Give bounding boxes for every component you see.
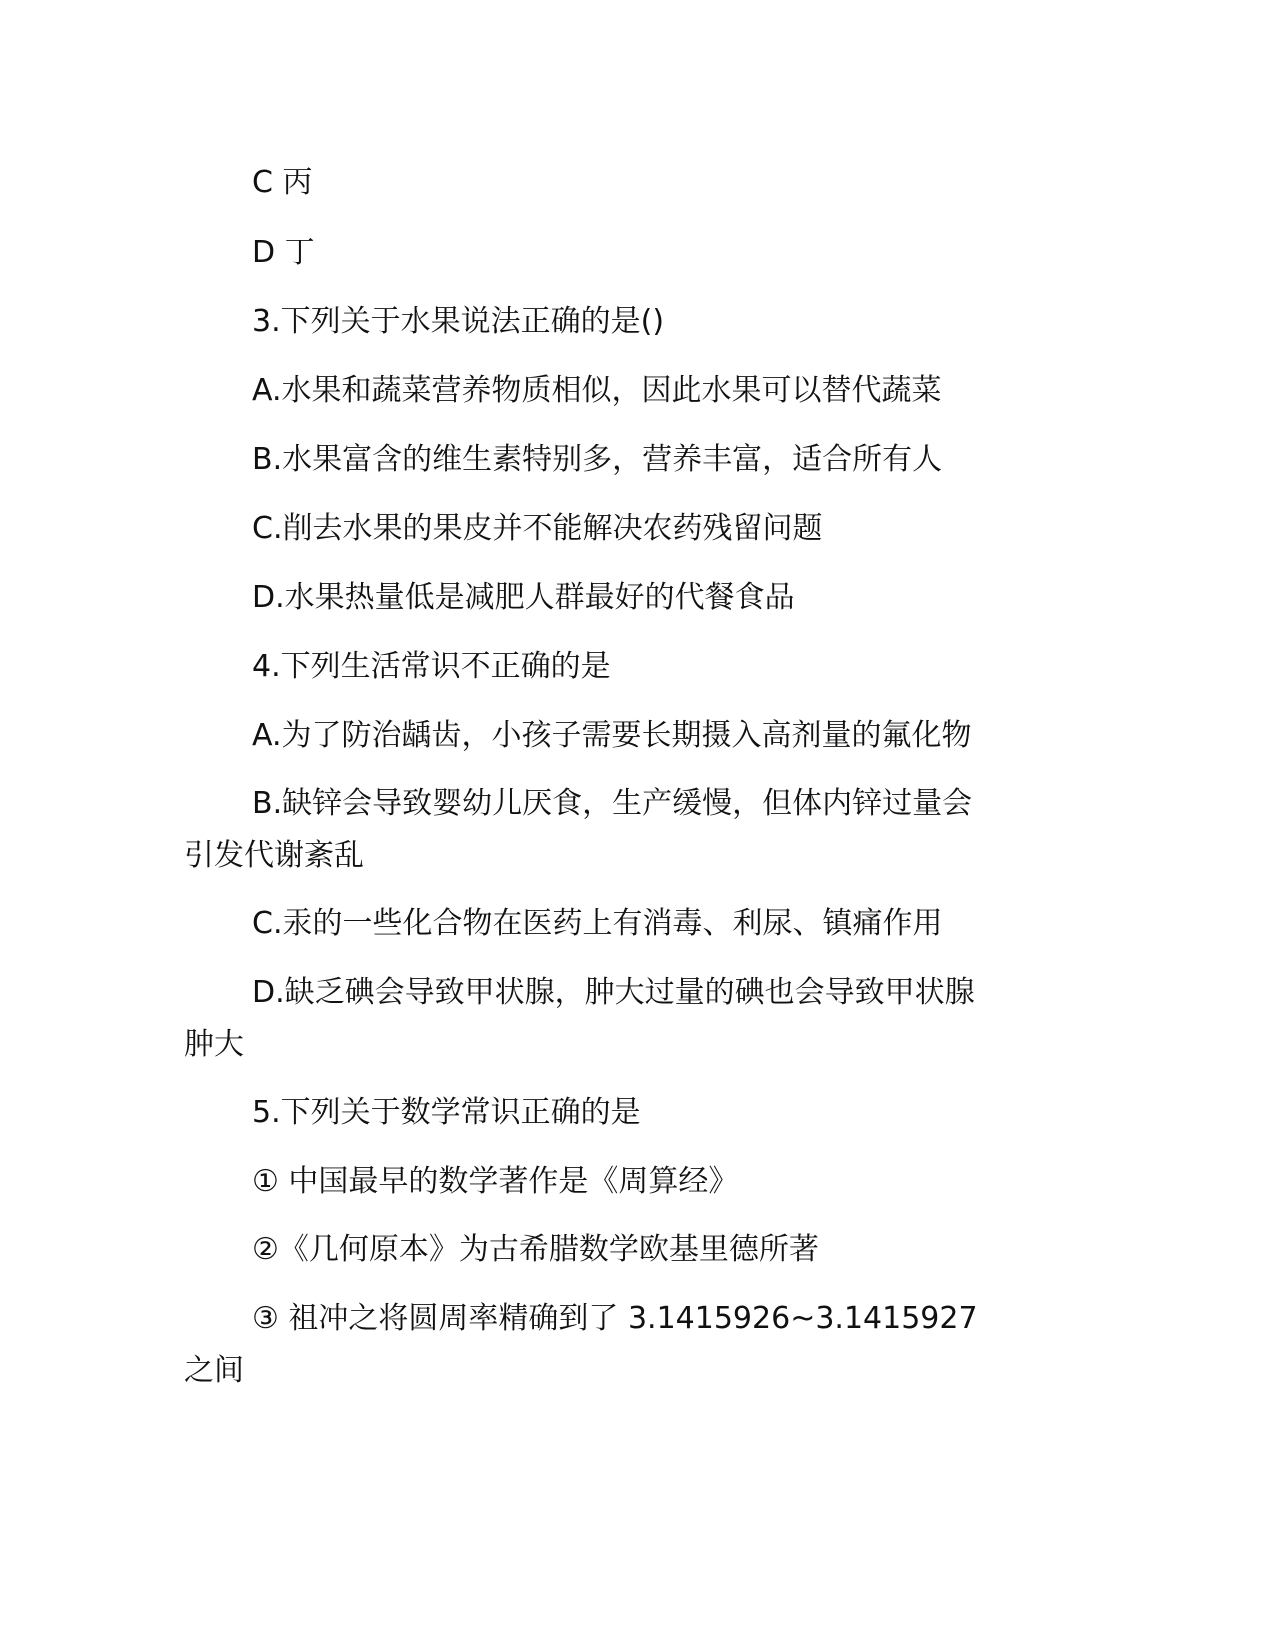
question-4-option-a: A.为了防治龋齿，小孩子需要长期摄入高剂量的氟化物 [252,718,972,753]
question-4-option-b: B.缺锌会导致婴幼儿厌食，生产缓慢，但体内锌过量会 [252,786,973,821]
option-d-ding: D 丁 [252,235,315,270]
question-4-option-c: C.汞的一些化合物在医药上有消毒、利尿、镇痛作用 [252,906,943,941]
question-3-option-a: A.水果和蔬菜营养物质相似，因此水果可以替代蔬菜 [252,373,942,408]
option-c-bing: C 丙 [252,165,313,200]
question-5: 5.下列关于数学常识正确的是 [252,1095,641,1130]
question-3: 3.下列关于水果说法正确的是() [252,304,665,339]
question-3-option-c: C.削去水果的果皮并不能解决农药残留问题 [252,511,823,546]
question-4-option-b-continued: 引发代谢紊乱 [184,838,364,873]
question-4: 4.下列生活常识不正确的是 [252,649,611,684]
question-4-option-d-continued: 肿大 [184,1027,244,1062]
question-3-option-d: D.水果热量低是减肥人群最好的代餐食品 [252,580,795,615]
question-5-statement-3: ③ 祖冲之将圆周率精确到了 3.1415926~3.1415927 [252,1301,978,1336]
question-5-statement-3-continued: 之间 [184,1353,244,1388]
question-3-option-b: B.水果富含的维生素特别多，营养丰富，适合所有人 [252,442,943,477]
question-4-option-d: D.缺乏碘会导致甲状腺，肿大过量的碘也会导致甲状腺 [252,975,975,1010]
question-5-statement-1: ① 中国最早的数学著作是《周算经》 [252,1164,739,1199]
question-5-statement-2: ②《几何原本》为古希腊数学欧基里德所著 [252,1232,819,1267]
